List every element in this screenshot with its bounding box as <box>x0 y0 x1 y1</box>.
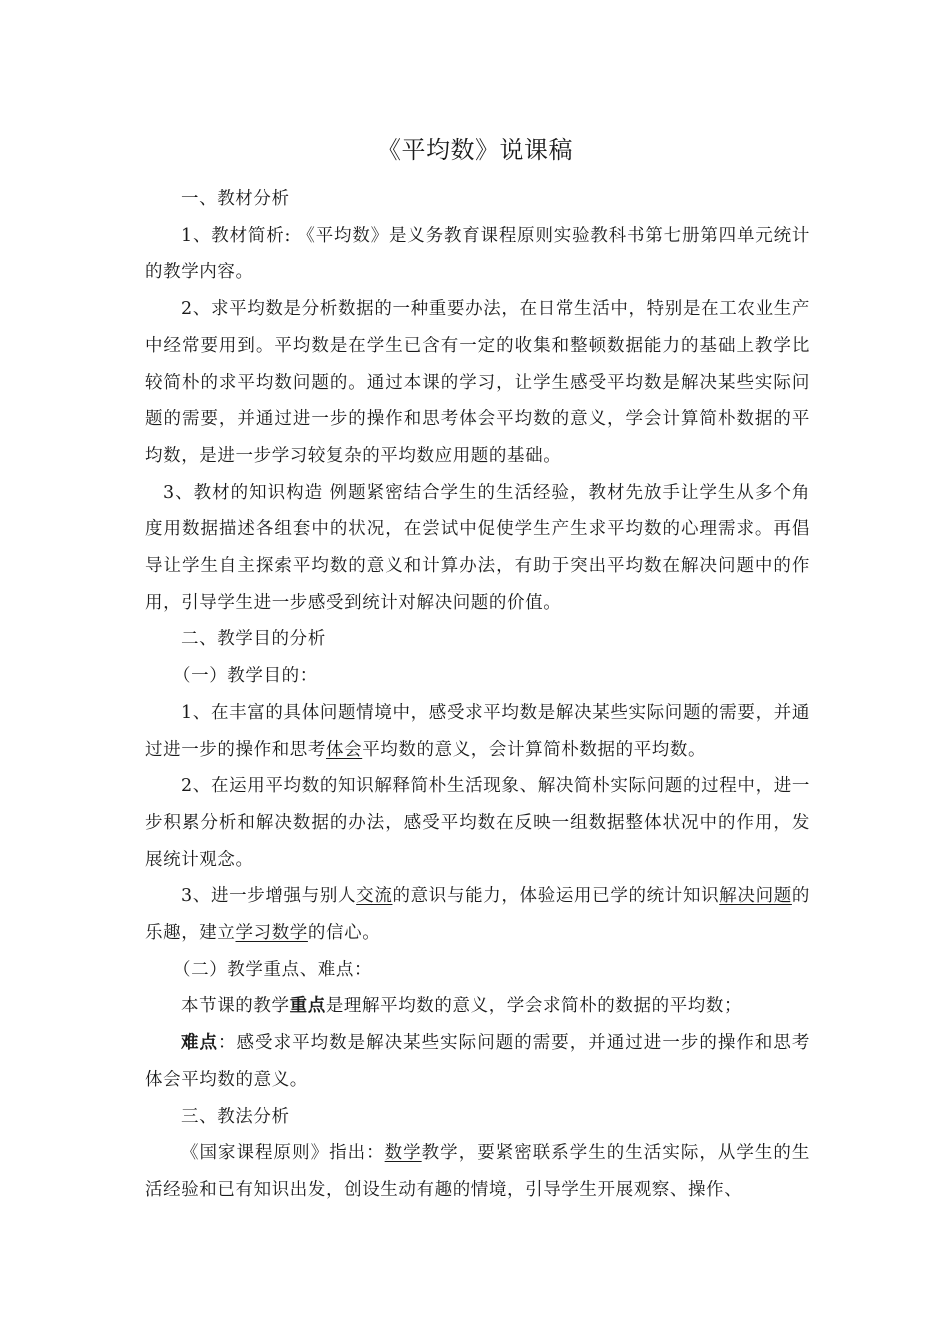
goal-item <box>145 878 810 951</box>
subsection-heading: （一）教学目的： <box>173 666 318 687</box>
text-run: 1、在丰富的具体问题情境中，感受求平均数是解决某些实际问题的需要，并通过进一步的操作和思考 <box>145 702 810 760</box>
underlined-term: 解决问题 <box>719 886 792 907</box>
paragraph <box>145 1135 810 1208</box>
underlined-term: 数学 <box>384 1143 422 1164</box>
document-body <box>145 181 810 1209</box>
paragraph: 2、求平均数是分析数据的一种重要办法，在日常生活中，特别是在工农业生产中经常要用到。平均数是在学生已含有一定的收集和整顿数据能力的基础上教学比较简朴的求平均数问题的。通过本课的学习，让学生感受平均数是解决某些实际问题的需要，并通过进一步的操作和思考体会平均数的意义，学会计算简朴数据的平均数，是进一步学习较复杂的平均数应用题的基础。 <box>145 299 810 466</box>
section-heading-3: 三、教法分析 <box>181 1106 290 1127</box>
underlined-term: 体会 <box>326 739 363 760</box>
page-title: 《平均数》说课稿 <box>377 136 573 164</box>
key-point <box>145 988 810 1025</box>
underlined-term: 学习数学 <box>235 923 308 944</box>
text-run: 的乐趣，建立 <box>145 886 810 944</box>
text-run: 的信心。 <box>307 923 381 944</box>
subsection-heading: （二）教学重点、难点： <box>173 959 373 980</box>
goal-item <box>145 695 810 768</box>
underlined-term: 交流 <box>356 886 393 907</box>
text-run: 3、进一步增强与别人 <box>181 886 357 907</box>
bold-term: 重点 <box>289 996 326 1017</box>
paragraph: 3、教材的知识构造 例题紧密结合学生的生活经验，教材先放手让学生从多个角度用数据描述各组套中的状况，在尝试中促使学生产生求平均数的心理需求。再倡导让学生自主探索平均数的意义和计算办法，有助于突出平均数在解决问题中的作用，引导学生进一步感受到统计对解决问题的价值。 <box>145 482 810 613</box>
bold-term: 难点 <box>181 1033 219 1054</box>
text-run: 的意识与能力，体验运用已学的统计知识 <box>392 886 720 907</box>
text-run: ：感受求平均数是解决某些实际问题的需要，并通过进一步的操作和思考体会平均数的意义。 <box>145 1033 810 1090</box>
text-run: 平均数的意义，会计算简朴数据的平均数。 <box>362 739 707 760</box>
section-heading-2: 二、教学目的分析 <box>181 629 326 650</box>
difficult-point <box>145 1025 810 1098</box>
paragraph: 1、教材简析: 《平均数》是义务教育课程原则实验教科书第七册第四单元统计的教学内容。 <box>145 225 810 283</box>
goal-item: 2、在运用平均数的知识解释简朴生活现象、解决简朴实际问题的过程中，进一步积累分析和解决数据的办法，感受平均数在反映一组数据整体状况中的作用，发展统计观念。 <box>145 776 810 870</box>
section-heading-1: 一、教材分析 <box>181 189 290 209</box>
text-run: 《国家课程原则》指出： <box>181 1143 385 1164</box>
text-run: 教学，要紧密联系学生的生活实际，从学生的生活经验和已有知识出发，创设生动有趣的情境，引导学生开展观察、操作、 <box>145 1143 810 1200</box>
text-run: 是理解平均数的意义，学会求简朴的数据的平均数； <box>325 996 743 1017</box>
text-run: 本节课的教学 <box>181 996 290 1017</box>
